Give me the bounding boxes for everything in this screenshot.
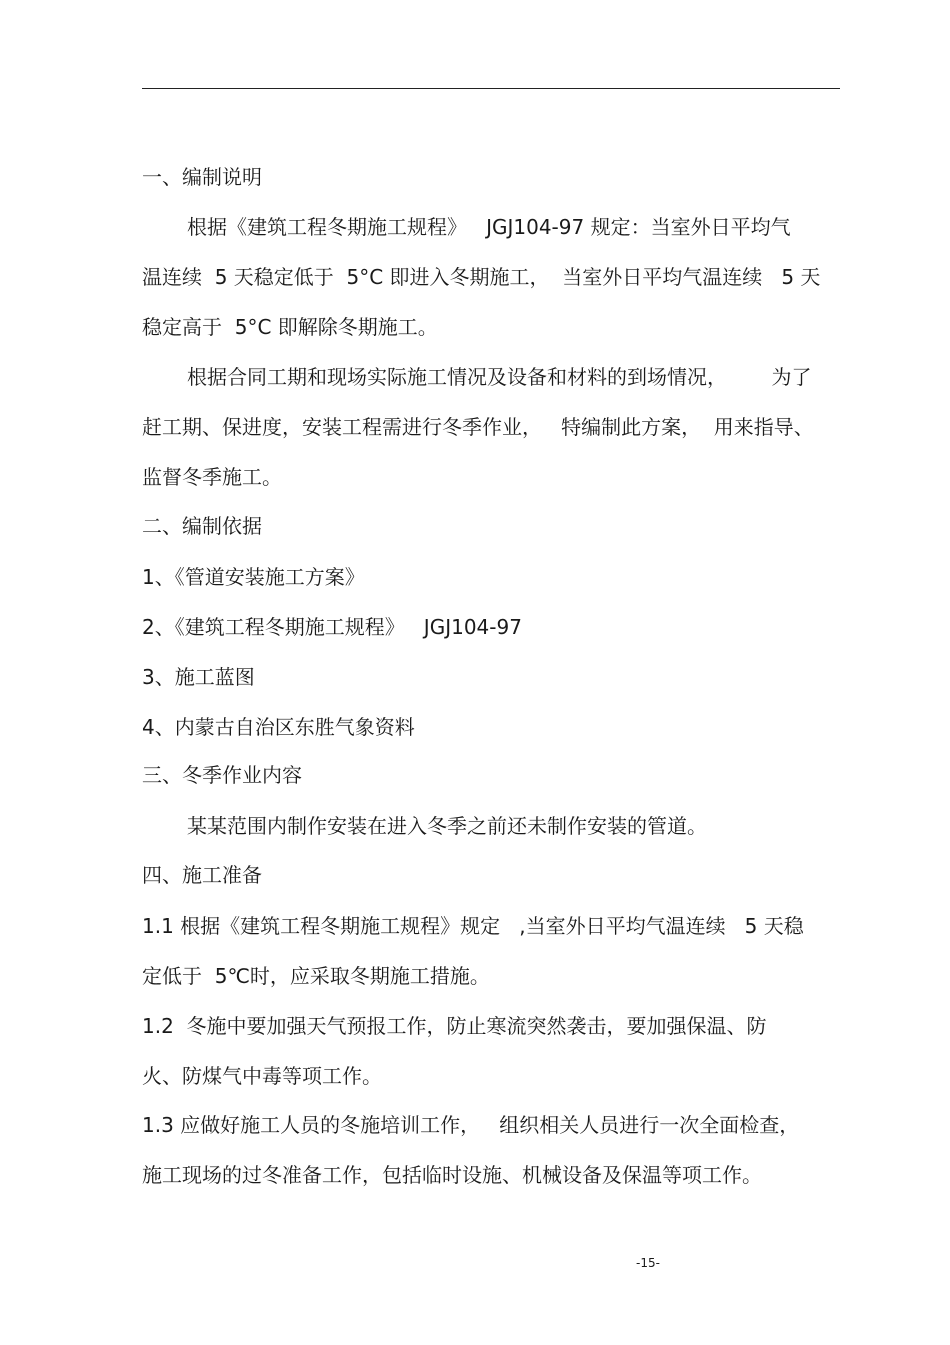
section-heading-1: 一、编制说明 bbox=[142, 165, 262, 189]
list-item: 3、施工蓝图 bbox=[142, 665, 255, 689]
page-number: -15- bbox=[636, 1256, 660, 1270]
paragraph-line: 火、防煤气中毒等项工作。 bbox=[142, 1064, 382, 1088]
list-item: 1、《管道安装施工方案》 bbox=[142, 565, 365, 589]
section-heading-3: 三、冬季作业内容 bbox=[142, 763, 302, 787]
paragraph-line: 稳定高于 5°C 即解除冬期施工。 bbox=[142, 315, 438, 339]
numbered-item: 1.3 应做好施工人员的冬施培训工作， 组织相关人员进行一次全面检查， bbox=[142, 1113, 800, 1137]
paragraph-line: 根据《建筑工程冬期施工规程》 JGJ104-97 规定：当室外日平均气 bbox=[187, 215, 791, 239]
list-item: 2、《建筑工程冬期施工规程》 JGJ104-97 bbox=[142, 615, 522, 639]
paragraph-line: 温连续 5 天稳定低于 5°C 即进入冬期施工， 当室外日平均气温连续 5 天 bbox=[142, 265, 821, 289]
paragraph-line: 根据合同工期和现场实际施工情况及设备和材料的到场情况， 为了 bbox=[187, 365, 812, 389]
section-heading-4: 四、施工准备 bbox=[142, 863, 262, 887]
paragraph-line: 施工现场的过冬准备工作，包括临时设施、机械设备及保温等项工作。 bbox=[142, 1163, 762, 1187]
numbered-item: 1.2 冬施中要加强天气预报工作，防止寒流突然袭击，要加强保温、防 bbox=[142, 1014, 767, 1038]
header-rule bbox=[142, 88, 840, 89]
section-heading-2: 二、编制依据 bbox=[142, 514, 262, 538]
paragraph-line: 监督冬季施工。 bbox=[142, 465, 282, 489]
paragraph-line: 定低于 5℃时，应采取冬期施工措施。 bbox=[142, 964, 490, 988]
list-item: 4、内蒙古自治区东胜气象资料 bbox=[142, 715, 415, 739]
numbered-item: 1.1 根据《建筑工程冬期施工规程》规定 ,当室外日平均气温连续 5 天稳 bbox=[142, 914, 804, 938]
paragraph-line: 赶工期、保进度，安装工程需进行冬季作业， 特编制此方案， 用来指导、 bbox=[142, 415, 814, 439]
paragraph-line: 某某范围内制作安装在进入冬季之前还未制作安装的管道。 bbox=[187, 814, 707, 838]
